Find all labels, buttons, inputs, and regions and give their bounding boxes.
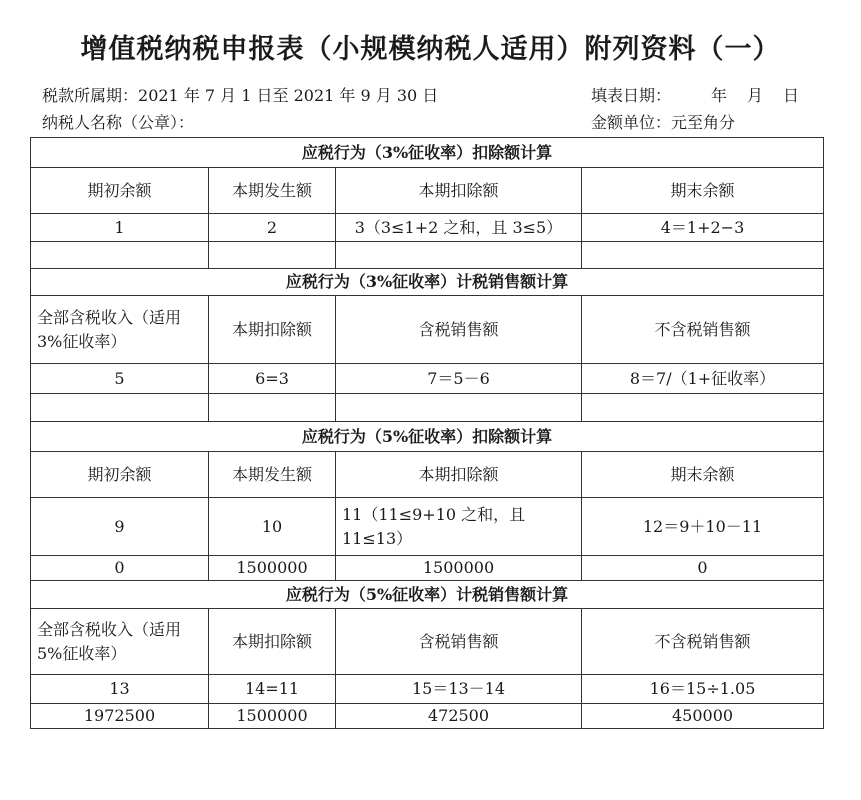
value-cell[interactable] <box>336 394 582 422</box>
value-cell[interactable] <box>209 242 336 269</box>
section3-title: 应税行为（5%征收率）扣除额计算 <box>31 422 824 452</box>
col-header: 全部含税收入（适用 3%征收率） <box>31 296 209 364</box>
fill-date-day: 日 <box>783 86 800 105</box>
value-row <box>31 242 824 269</box>
formula-row <box>31 498 824 556</box>
value-cell[interactable] <box>336 242 582 269</box>
value-row <box>31 704 824 729</box>
col-header: 期初余额 <box>31 168 209 214</box>
fill-date-year: 年 <box>711 86 728 105</box>
formula-cell: 11（11≤9+10 之和，且 11≤13） <box>336 498 582 556</box>
formula-cell: 15＝13－14 <box>336 675 582 704</box>
col-header: 期末余额 <box>582 452 824 498</box>
col-header: 本期扣除额 <box>209 609 336 675</box>
formula-cell: 7＝5－6 <box>336 364 582 394</box>
section4-title: 应税行为（5%征收率）计税销售额计算 <box>31 581 824 609</box>
formula-cell: 5 <box>31 364 209 394</box>
value-cell[interactable]: 450000 <box>582 704 824 729</box>
value-row <box>31 394 824 422</box>
value-cell[interactable] <box>582 394 824 422</box>
section1-title: 应税行为（3%征收率）扣除额计算 <box>31 138 824 168</box>
col-header: 期初余额 <box>31 452 209 498</box>
formula-cell: 13 <box>31 675 209 704</box>
column-header-row <box>31 296 824 364</box>
formula-row <box>31 675 824 704</box>
col-header: 本期扣除额 <box>336 168 582 214</box>
col-header: 本期发生额 <box>209 168 336 214</box>
column-header-row <box>31 168 824 214</box>
section-header-row <box>31 269 824 296</box>
col-header: 本期扣除额 <box>336 452 582 498</box>
taxpayer-name: 纳税人名称（公章）： <box>42 113 195 132</box>
formula-row <box>31 364 824 394</box>
value-cell[interactable]: 0 <box>31 556 209 581</box>
amount-unit: 金额单位：元至角分 <box>591 113 736 132</box>
section-header-row <box>31 422 824 452</box>
formula-cell: 16＝15÷1.05 <box>582 675 824 704</box>
column-header-row <box>31 452 824 498</box>
formula-cell: 12＝9＋10－11 <box>582 498 824 556</box>
formula-cell: 8＝7/（1+征收率） <box>582 364 824 394</box>
value-cell[interactable]: 1500000 <box>209 556 336 581</box>
formula-cell: 9 <box>31 498 209 556</box>
col-header: 不含税销售额 <box>582 296 824 364</box>
col-header: 本期扣除额 <box>209 296 336 364</box>
value-cell[interactable]: 1500000 <box>336 556 582 581</box>
tax-period <box>42 85 438 107</box>
value-cell[interactable] <box>582 242 824 269</box>
fill-date-month: 月 <box>747 86 764 105</box>
fill-date <box>591 85 799 107</box>
value-cell[interactable]: 0 <box>582 556 824 581</box>
deduction-table <box>30 137 824 729</box>
formula-cell: 14=11 <box>209 675 336 704</box>
col-header: 期末余额 <box>582 168 824 214</box>
value-cell[interactable]: 1500000 <box>209 704 336 729</box>
formula-row <box>31 214 824 242</box>
fill-date-label: 填表日期： <box>591 86 672 105</box>
value-cell[interactable] <box>209 394 336 422</box>
tax-period-label: 税款所属期： <box>42 86 139 105</box>
col-header: 不含税销售额 <box>582 609 824 675</box>
formula-cell: 10 <box>209 498 336 556</box>
value-cell[interactable] <box>31 242 209 269</box>
formula-cell: 4＝1+2−3 <box>582 214 824 242</box>
value-cell[interactable]: 1972500 <box>31 704 209 729</box>
formula-cell: 6=3 <box>209 364 336 394</box>
column-header-row <box>31 609 824 675</box>
value-cell[interactable] <box>31 394 209 422</box>
col-header: 含税销售额 <box>336 296 582 364</box>
value-cell[interactable]: 472500 <box>336 704 582 729</box>
col-header: 本期发生额 <box>209 452 336 498</box>
section-header-row <box>31 581 824 609</box>
col-header: 全部含税收入（适用 5%征收率） <box>31 609 209 675</box>
formula-cell: 1 <box>31 214 209 242</box>
col-header: 含税销售额 <box>336 609 582 675</box>
section-header-row <box>31 138 824 168</box>
formula-cell: 3（3≤1+2 之和，且 3≤5） <box>336 214 582 242</box>
section2-title: 应税行为（3%征收率）计税销售额计算 <box>31 269 824 296</box>
form-title: 增值税纳税申报表（小规模纳税人适用）附列资料（一） <box>80 34 781 65</box>
formula-cell: 2 <box>209 214 336 242</box>
value-row <box>31 556 824 581</box>
tax-period-value: 2021 年 7 月 1 日至 2021 年 9 月 30 日 <box>138 86 439 105</box>
